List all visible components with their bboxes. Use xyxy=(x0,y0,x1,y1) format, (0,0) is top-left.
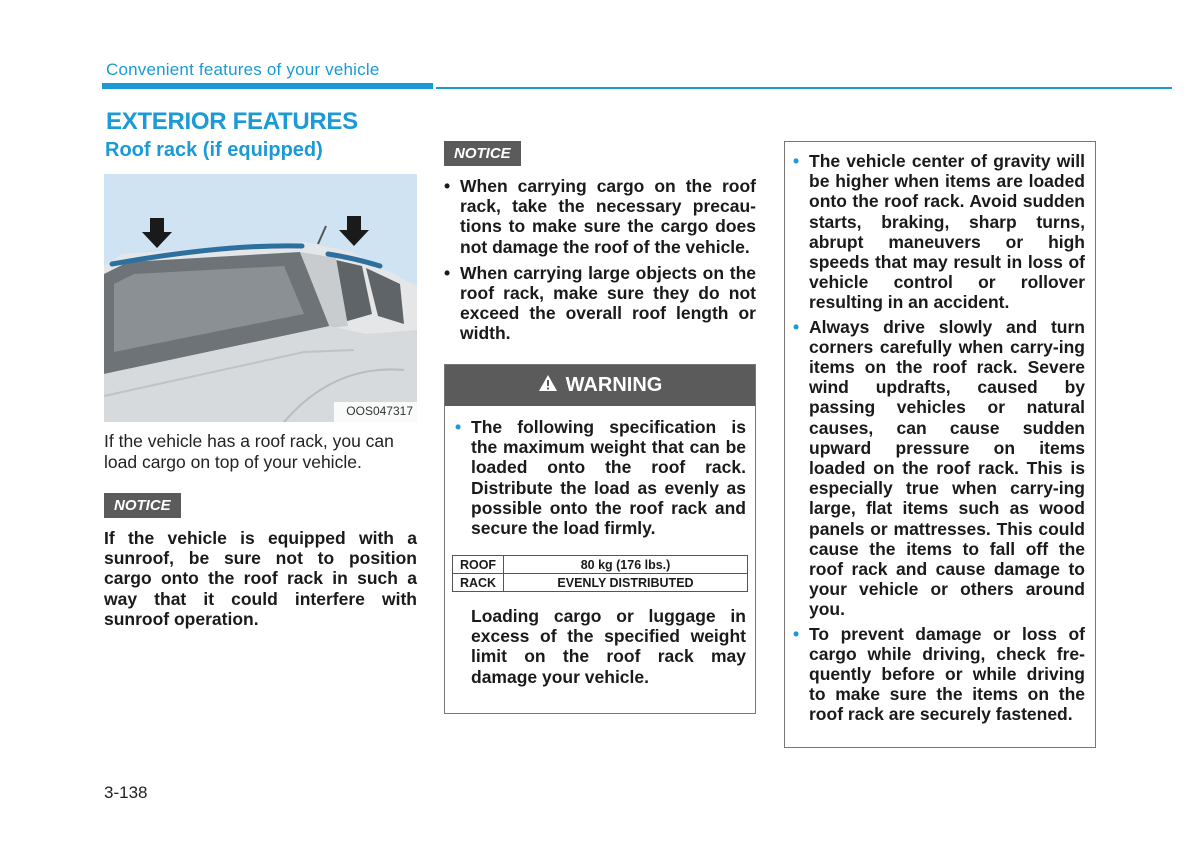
side-warning-list xyxy=(793,151,1085,725)
header-rule-thin xyxy=(436,87,1172,89)
list-item xyxy=(793,317,1085,620)
spec-label-cell: RACK xyxy=(453,574,504,592)
list-item-text: The vehicle center of gravity will be higher when items are loaded onto the roof rack. Avoid sudden starts, braking, sharp turns, abrupt maneuvers or high speeds that may result in loss of vehicle control or rollover resulting in an accident. xyxy=(809,151,1085,313)
list-item xyxy=(444,176,756,257)
list-item xyxy=(444,263,756,344)
spec-table xyxy=(452,555,748,592)
notice-badge-middle: NOTICE xyxy=(444,141,521,166)
bullet-dot: • xyxy=(793,151,800,171)
table-row xyxy=(453,574,748,592)
bullet-dot: • xyxy=(444,262,451,283)
notice-middle-list xyxy=(444,176,756,344)
spec-label-cell: ROOF xyxy=(453,556,504,574)
list-item xyxy=(793,151,1085,313)
warning-list xyxy=(455,417,746,538)
spec-value-cell: 80 kg (176 lbs.) xyxy=(504,556,748,574)
car-illustration xyxy=(104,174,417,422)
spec-value-cell: EVENLY DISTRIBUTED xyxy=(504,574,748,592)
warning-box xyxy=(444,364,756,714)
bullet-dot: • xyxy=(455,417,462,437)
section-title: EXTERIOR FEATURES xyxy=(106,108,358,135)
list-item-text: The following specification is the maximum weight that can be loaded onto the roof rack. Distribute the load as evenly as possible onto the roof rack and secure the load firmly. xyxy=(471,417,746,539)
bullet-dot: • xyxy=(444,176,451,196)
warning-footer-text: Loading cargo or luggage in excess of the specified weight limit on the roof rack may damage your vehicle. xyxy=(471,606,746,687)
warning-triangle-icon xyxy=(538,374,558,398)
table-row xyxy=(453,556,748,574)
notice-left-text: If the vehicle is equipped with a sunroof, be sure not to position cargo onto the roof rack in such a way that it could interfere with sunroof operation. xyxy=(104,528,417,629)
notice-badge-left: NOTICE xyxy=(104,493,181,518)
list-item-text: When carrying large objects on the roof rack, make sure they do not exceed the overall roof length or width. xyxy=(460,262,756,344)
list-item-text: To prevent damage or loss of cargo while driving, check fre-quently before or while driving to make sure the items on the roof rack are securely fastened. xyxy=(809,623,1085,725)
subsection-title: Roof rack (if equipped) xyxy=(105,139,323,161)
side-warning-box xyxy=(784,141,1096,748)
list-item-text: Always drive slowly and turn corners carefully when carry-ing items on the roof rack. Severe wind updrafts, caused by passing vehicles or natural causes, can cause sudden upward pressure on items loaded on the roof rack. This is especially true when carry-ing large, flat items such as wood panels or mattresses. This could cause the items to fall off the roof rack and cause damage to your vehicle or others around you. xyxy=(809,316,1085,620)
roof-rack-figure xyxy=(104,174,417,422)
figure-code: OOS047317 xyxy=(346,404,413,418)
header-rule-thick xyxy=(102,83,433,89)
chapter-title: Convenient features of your vehicle xyxy=(106,60,380,79)
bullet-dot: • xyxy=(793,316,800,337)
list-item xyxy=(793,624,1085,725)
list-item-text: When carrying cargo on the roof rack, take the necessary precau-tions to make sure the cargo does not damage the roof of the vehicle. xyxy=(460,176,756,257)
bullet-dot: • xyxy=(793,623,800,644)
warning-label: WARNING xyxy=(565,374,663,396)
page-number: 3-138 xyxy=(104,783,148,802)
intro-paragraph: If the vehicle has a roof rack, you can load cargo on top of your vehicle. xyxy=(104,431,394,472)
warning-header xyxy=(445,365,755,406)
list-item xyxy=(455,417,746,538)
